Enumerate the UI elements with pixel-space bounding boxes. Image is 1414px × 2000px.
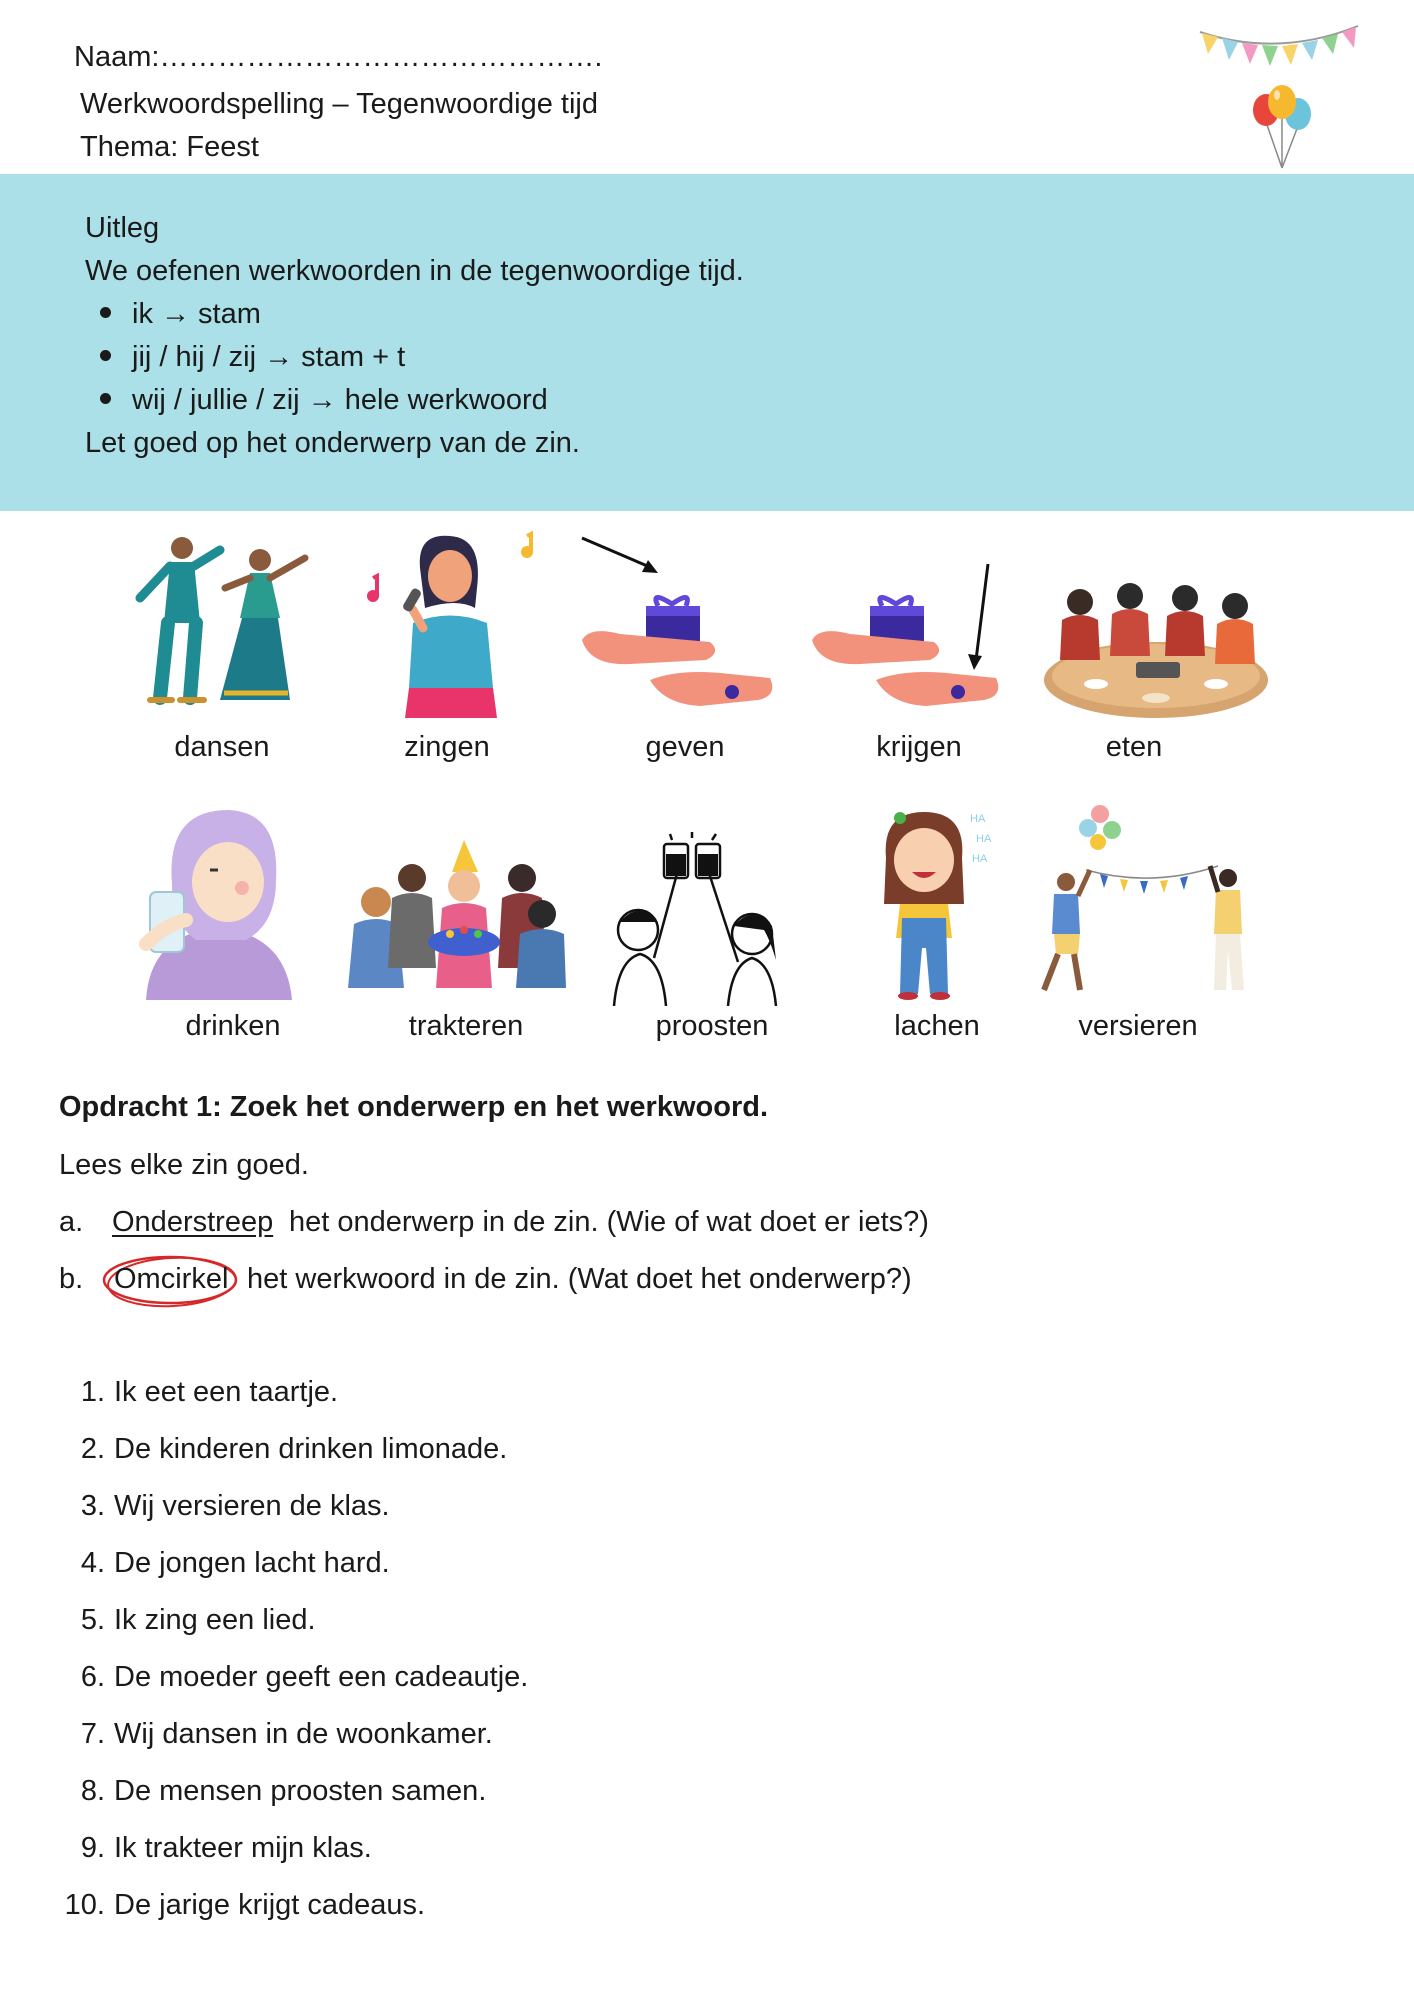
subject-title: Werkwoordspelling – Tegenwoordige tijd xyxy=(80,88,599,120)
theme-title: Thema: Feest xyxy=(80,131,259,163)
sentence-number: 4. xyxy=(80,1547,105,1579)
verb-label-zingen: zingen xyxy=(404,731,490,763)
verb-label-versieren: versieren xyxy=(1078,1010,1198,1042)
drinking-girl-illustration xyxy=(136,804,302,1000)
sentence-number: 9. xyxy=(80,1832,105,1864)
sentence-number: 7. xyxy=(80,1718,105,1750)
sentence-text: De mensen proosten samen. xyxy=(114,1775,487,1807)
laughing-girl-illustration xyxy=(872,808,1000,1000)
verb-label-trakteren: trakteren xyxy=(408,1010,524,1042)
bullet-dot xyxy=(100,393,111,404)
verb-label-eten: eten xyxy=(1105,731,1163,763)
sentence-number: 2. xyxy=(80,1433,105,1465)
dancers-illustration xyxy=(120,528,325,713)
verb-label-lachen: lachen xyxy=(894,1010,980,1042)
sentence-number: 3. xyxy=(80,1490,105,1522)
sentence-text: De moeder geeft een cadeautje. xyxy=(114,1661,529,1693)
uitleg-bullet-2: jij / hij / zij → stam + t xyxy=(132,341,406,373)
item-marker-b: b. xyxy=(59,1263,84,1295)
sentence-text: Wij versieren de klas. xyxy=(114,1490,390,1522)
balloons-icon xyxy=(1248,82,1316,179)
sentence-number: 8. xyxy=(80,1775,105,1807)
verb-label-drinken: drinken xyxy=(185,1010,281,1042)
singer-illustration xyxy=(365,528,545,718)
svg-text:HA: HA xyxy=(972,853,988,865)
item-marker-a: a. xyxy=(59,1206,84,1238)
svg-text:HA: HA xyxy=(970,813,986,825)
verb-label-proosten: proosten xyxy=(655,1010,769,1042)
toast-illustration xyxy=(600,830,790,1006)
giving-hands-illustration xyxy=(580,528,780,718)
uitleg-outro: Let goed op het onderwerp van de zin. xyxy=(85,427,580,459)
decorating-illustration xyxy=(1040,804,1254,994)
sentence-text: Ik eet een taartje. xyxy=(114,1376,339,1408)
sentence-number: 6. xyxy=(80,1661,105,1693)
bullet-dot xyxy=(100,307,111,318)
name-field: Naam:………………………………………. xyxy=(74,41,603,73)
underline-example: Onderstreep xyxy=(112,1206,274,1238)
sentence-text: De jongen lacht hard. xyxy=(114,1547,390,1579)
sentence-number: 5. xyxy=(80,1604,105,1636)
receiving-hands-illustration xyxy=(810,528,1010,718)
sentence-text: Ik trakteer mijn klas. xyxy=(114,1832,372,1864)
verb-label-krijgen: krijgen xyxy=(876,731,962,763)
treat-party-illustration xyxy=(346,838,566,996)
family-dinner-illustration xyxy=(1040,580,1272,720)
bullet-dot xyxy=(100,350,111,361)
uitleg-title: Uitleg xyxy=(85,212,160,244)
sentence-text: De jarige krijgt cadeaus. xyxy=(114,1889,426,1921)
verb-label-dansen: dansen xyxy=(174,731,270,763)
instruction-b-text: het werkwoord in de zin. (Wat doet het onderwerp?) xyxy=(247,1263,912,1295)
sentence-number: 1. xyxy=(80,1376,105,1408)
task-instruction: Lees elke zin goed. xyxy=(59,1149,309,1181)
svg-text:HA: HA xyxy=(976,833,992,845)
uitleg-bullet-3: wij / jullie / zij → hele werkwoord xyxy=(132,384,548,416)
task-title: Opdracht 1: Zoek het onderwerp en het werkwoord. xyxy=(59,1091,768,1123)
sentence-text: Ik zing een lied. xyxy=(114,1604,316,1636)
sentence-text: Wij dansen in de woonkamer. xyxy=(114,1718,493,1750)
verb-label-geven: geven xyxy=(645,731,725,763)
uitleg-bullet-1: ik → stam xyxy=(132,298,261,330)
uitleg-intro: We oefenen werkwoorden in de tegenwoordige tijd. xyxy=(85,255,744,287)
instruction-a-text: het onderwerp in de zin. (Wie of wat doet er iets?) xyxy=(289,1206,929,1238)
circle-example: Omcirkel xyxy=(114,1263,229,1295)
bunting-icon xyxy=(1198,22,1360,77)
sentence-text: De kinderen drinken limonade. xyxy=(114,1433,508,1465)
sentence-number: 10. xyxy=(64,1889,105,1921)
